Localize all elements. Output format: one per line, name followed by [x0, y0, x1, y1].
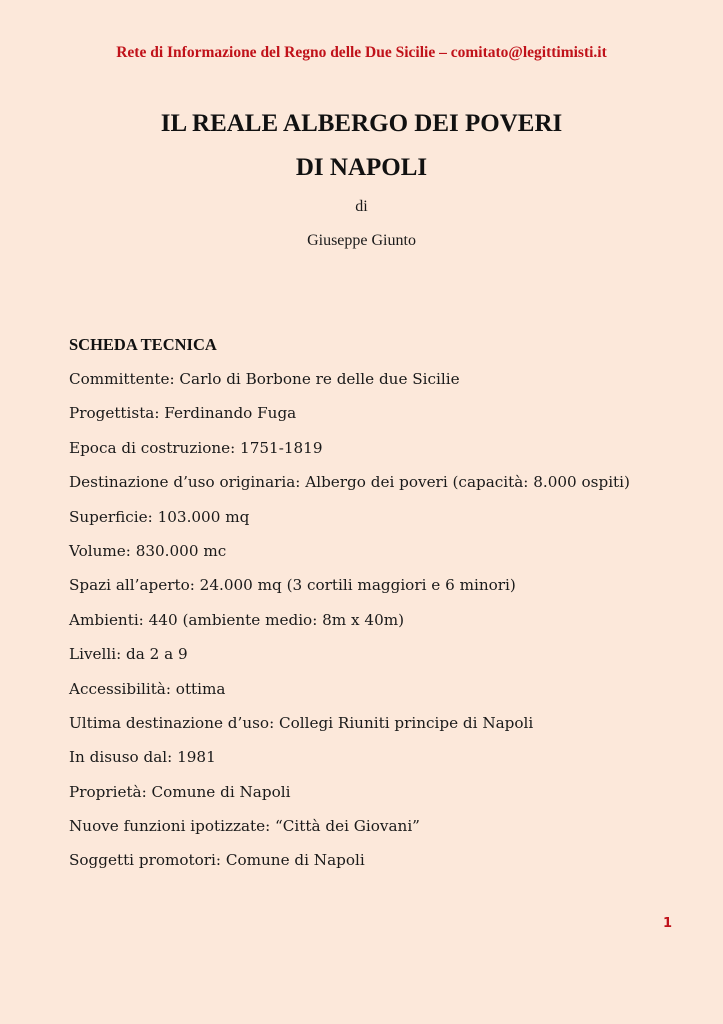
spec-item-soggetti-promotori: Soggetti promotori: Comune di Napoli	[69, 851, 365, 870]
spec-item-committente: Committente: Carlo di Borbone re delle due Sicilie	[69, 370, 460, 388]
technical-spec-list	[69, 368, 630, 884]
document-title-line-2: DI NAPOLI	[295, 154, 428, 181]
spec-item-superficie: Superficie: 103.000 mq	[69, 507, 250, 526]
spec-item-progettista: Progettista: Ferdinando Fuga	[69, 404, 297, 423]
document-title-line-1: IL REALE ALBERGO DEI POVERI	[160, 110, 563, 137]
section-title: SCHEDA TECNICA	[69, 335, 217, 354]
spec-item-epoca: Epoca di costruzione: 1751-1819	[69, 438, 323, 457]
page-header: Rete di Informazione del Regno delle Due Sicilie – comitato@legittimisti.it	[116, 44, 607, 61]
spec-item-spazi-aperto: Spazi all’aperto: 24.000 mq (3 cortili maggiori e 6 minori)	[69, 576, 516, 595]
spec-item-proprieta: Proprietà: Comune di Napoli	[69, 782, 291, 801]
byline-di: di	[355, 198, 368, 215]
page-number: 1	[662, 916, 672, 931]
spec-item-volume: Volume: 830.000 mc	[69, 541, 227, 560]
spec-item-ambienti: Ambienti: 440 (ambiente medio: 8m x 40m)	[69, 610, 405, 629]
spec-item-in-disuso: In disuso dal: 1981	[69, 748, 216, 767]
spec-item-ultima-destinazione: Ultima destinazione d’uso: Collegi Riuniti principe di Napoli	[69, 713, 534, 732]
spec-item-destinazione-originaria: Destinazione d’uso originaria: Albergo dei poveri (capacità: 8.000 ospiti)	[69, 473, 630, 492]
author-name: Giuseppe Giunto	[307, 232, 416, 249]
spec-item-livelli: Livelli: da 2 a 9	[69, 645, 188, 664]
spec-item-accessibilita: Accessibilità: ottima	[69, 679, 226, 698]
spec-item-nuove-funzioni: Nuove funzioni ipotizzate: “Città dei Giovani”	[69, 817, 420, 836]
